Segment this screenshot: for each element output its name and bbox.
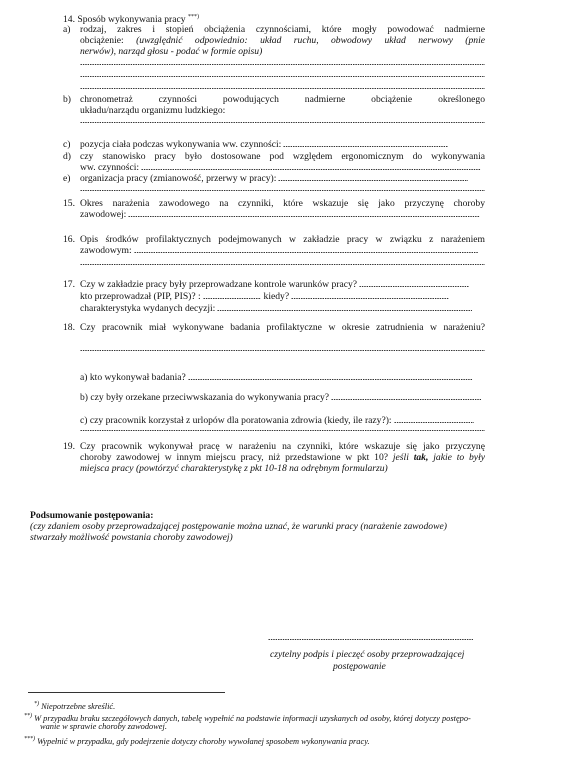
s17-text: Czy w zakładzie pracy były przeprowadzane kontrole warunków pracy?	[80, 279, 469, 290]
s16-text2: zawodowym:	[80, 245, 478, 256]
footnote-2: **) W przypadku braku szczegółowych danych, tabelę wypełnić na podstawie informacji uzyskanych od osoby, której dotyczy postępo-	[24, 713, 471, 723]
summary-line2: stwarzały możliwość powstania choroby zawodowej)	[30, 532, 233, 543]
s15-text2: zawodowej:	[80, 209, 480, 220]
answer-line[interactable]	[80, 190, 485, 191]
s14-c-text: pozycja ciała podczas wykonywania ww. czynności:	[80, 139, 448, 150]
s18-c: c) czy pracownik korzystał z urlopów dla poratowania zdrowia (kiedy, ile razy?):	[80, 415, 474, 426]
s14-heading: 14. Sposób wykonywania pracy ***)	[63, 14, 199, 26]
answer-line[interactable]	[80, 430, 485, 431]
answer-line[interactable]	[80, 350, 485, 351]
s14-b-text2: układu/narządu organizmu ludzkiego:	[80, 105, 226, 116]
s14-e-label: e)	[63, 173, 71, 184]
footnote-3: ***) Wypełnić w przypadku, gdy podejrzenie dotyczy choroby wywołanej sposobem wykonywania pracy.	[24, 736, 370, 746]
s19-num: 19.	[63, 441, 75, 452]
s19-text: Czy pracownik wykonywał pracę w narażeniu na czynniki, które wskazuje się jako przyczynę	[80, 441, 485, 452]
s18-a: a) kto wykonywał badania?	[80, 372, 473, 383]
s18-text: Czy pracownik miał wykonywane badania profilaktyczne w okresie zatrudnienia w narażeniu?	[80, 322, 485, 333]
answer-line[interactable]	[80, 122, 485, 123]
s14-d-text: czy stanowisko pracy było dostosowane pod względem ergonomicznym do wykonywania	[80, 151, 485, 162]
footnote-divider	[28, 692, 225, 693]
s14-b-label: b)	[63, 94, 71, 105]
s19-text3: miejsca pracy (powtórzyć charakterystykę z pkt 10-18 na odrębnym formularzu)	[80, 463, 388, 474]
s17-num: 17.	[63, 279, 75, 290]
answer-line[interactable]	[80, 88, 485, 89]
footnote-1: *) Niepotrzebne skreślić.	[34, 701, 116, 711]
s16-num: 16.	[63, 234, 75, 245]
answer-line[interactable]	[80, 76, 485, 77]
s14-a-label: a)	[63, 24, 71, 35]
summary-line1: (czy zdaniem osoby przeprowadzającej postępowanie można uznać, że warunki pracy (narażenie zawodowe)	[30, 521, 447, 532]
s18-b: b) czy były orzekane przeciwwskazania do wykonywania pracy?	[80, 392, 481, 403]
s16-text: Opis środków profilaktycznych podejmowanych w zakładzie pracy w związku z narażeniem	[80, 234, 485, 245]
s14-d-text2: ww. czynności:	[80, 162, 481, 173]
signature-line[interactable]	[268, 639, 473, 640]
s14-e-text: organizacja pracy (zmianowość, przerwy w pracy):	[80, 173, 468, 184]
s14-a-text: rodzaj, zakres i stopień obciążenia czynnościami, które mogły powodować nadmierne	[80, 24, 485, 35]
signature-label-1: czytelny podpis i pieczęć osoby przeprowadzającej	[270, 649, 465, 660]
s14-d-label: d)	[63, 151, 71, 162]
answer-line[interactable]	[80, 264, 485, 265]
s14-c-label: c)	[63, 139, 71, 150]
answer-line[interactable]	[80, 64, 485, 65]
s14-a-italic2: nerwów), narząd głosu - podać w formie opisu)	[80, 46, 263, 57]
summary-title: Podsumowanie postępowania:	[30, 510, 154, 521]
footnote-2b: wanie w sprawie choroby zawodowej.	[40, 722, 167, 731]
s15-text: Okres narażenia zawodowego na czynniki, które wskazuje się jako przyczynę choroby	[80, 198, 485, 209]
s18-num: 18.	[63, 322, 75, 333]
s14-b-text: chronometraż czynności powodujących nadmierne obciążenie określonego	[80, 94, 485, 105]
s19-text2: choroby zawodowej w innym miejscu pracy, niż przedstawione w pkt 10? jeśli tak, jakie to były	[80, 452, 485, 463]
s17-line3: charakterystyka wydanych decyzji:	[80, 303, 472, 314]
s17-line2: kto przeprowadzał (PIP, PIS)? : kiedy?	[80, 291, 449, 302]
s14-a-text2: obciążenie: (uwzględnić odpowiednio: układ ruchu, obwodowy układ nerwowy (pnie	[80, 35, 485, 46]
s15-num: 15.	[63, 198, 75, 209]
signature-label-2: postępowanie	[333, 661, 386, 672]
